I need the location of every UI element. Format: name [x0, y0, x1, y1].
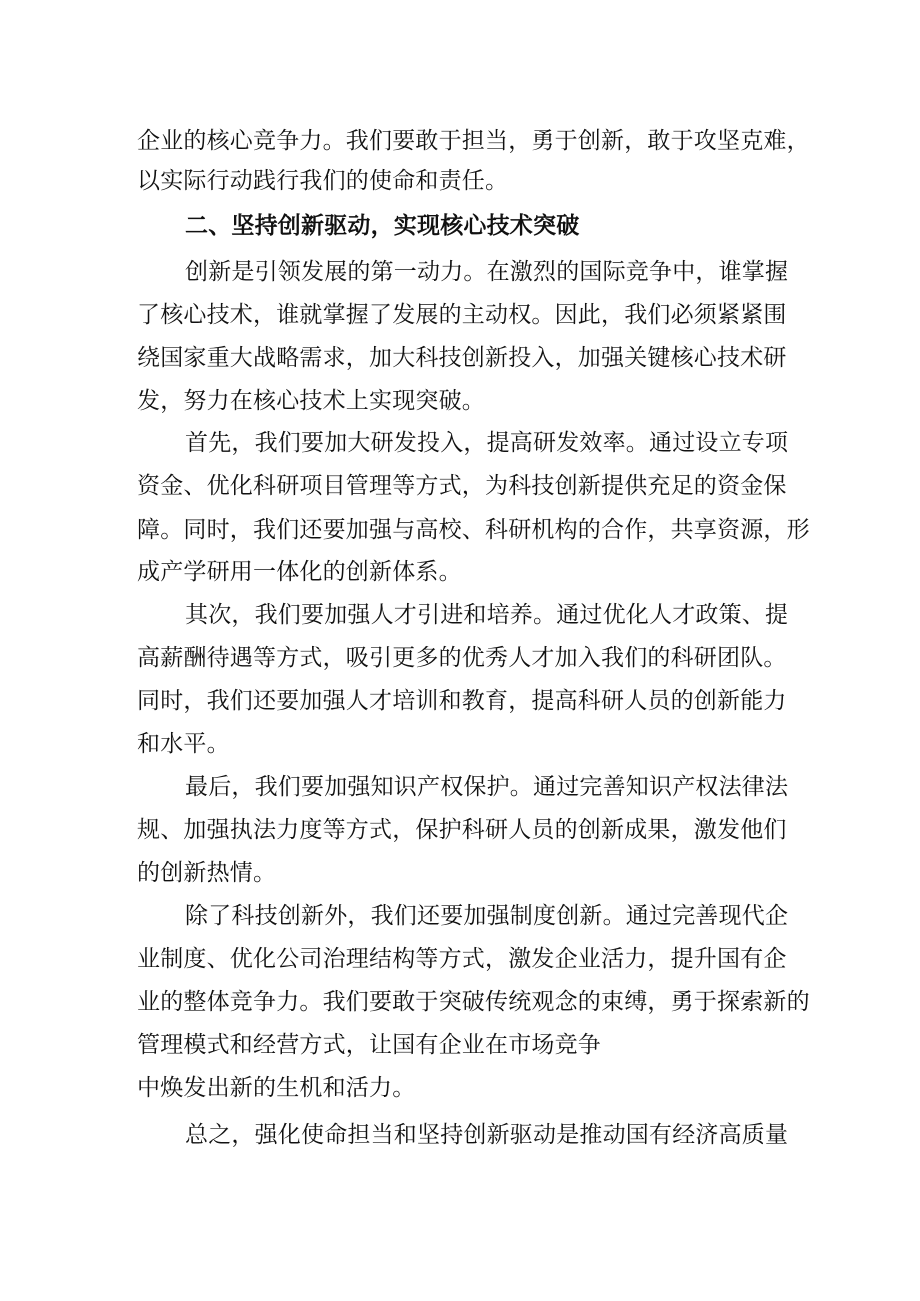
paragraph-line: 管理模式和经营方式，让国有企业在市场竞争 — [137, 1032, 601, 1058]
paragraph-line: 的创新热情。 — [137, 860, 277, 886]
paragraph-line: 了核心技术，谁就掌握了发展的主动权。因此，我们必须紧紧围 — [137, 302, 787, 328]
section-heading: 二、坚持创新驱动，实现核心技术突破 — [185, 212, 580, 239]
paragraph-line: 绕国家重大战略需求，加大科技创新投入，加强关键核心技术研 — [137, 345, 787, 371]
paragraph-line: 其次，我们要加强人才引进和培养。通过优化人才政策、提 — [185, 602, 789, 628]
paragraph-line: 企业的核心竞争力。我们要敢于担当，勇于创新，敢于攻坚克难， — [137, 128, 810, 154]
paragraph-line: 资金、优化科研项目管理等方式，为科技创新提供充足的资金保 — [137, 473, 787, 499]
paragraph-line: 成产学研用一体化的创新体系。 — [137, 559, 462, 585]
paragraph-line: 业的整体竞争力。我们要敢于突破传统观念的束缚，勇于探索新的 — [137, 989, 810, 1015]
paragraph-line: 除了科技创新外，我们还要加强制度创新。通过完善现代企 — [185, 903, 789, 929]
paragraph-line: 首先，我们要加大研发投入，提高研发效率。通过设立专项 — [185, 430, 789, 456]
paragraph-line: 最后，我们要加强知识产权保护。通过完善知识产权法律法 — [185, 774, 789, 800]
paragraph-line: 规、加强执法力度等方式，保护科研人员的创新成果，激发他们 — [137, 817, 787, 843]
paragraph-line: 障。同时，我们还要加强与高校、科研机构的合作，共享资源，形 — [137, 517, 810, 543]
paragraph-line: 业制度、优化公司治理结构等方式，激发企业活力，提升国有企 — [137, 946, 787, 972]
paragraph-line: 高薪酬待遇等方式，吸引更多的优秀人才加入我们的科研团队。 — [137, 645, 787, 671]
paragraph-line: 总之，强化使命担当和坚持创新驱动是推动国有经济高质量 — [185, 1122, 789, 1148]
paragraph-line: 创新是引领发展的第一动力。在激烈的国际竞争中，谁掌握 — [185, 259, 789, 285]
paragraph-line: 和水平。 — [137, 731, 230, 757]
paragraph-line: 中焕发出新的生机和活力。 — [137, 1075, 416, 1101]
paragraph-line: 同时，我们还要加强人才培训和教育，提高科研人员的创新能力 — [137, 688, 787, 714]
paragraph-line: 以实际行动践行我们的使命和责任。 — [137, 168, 509, 194]
paragraph-line: 发，努力在核心技术上实现突破。 — [137, 388, 485, 414]
